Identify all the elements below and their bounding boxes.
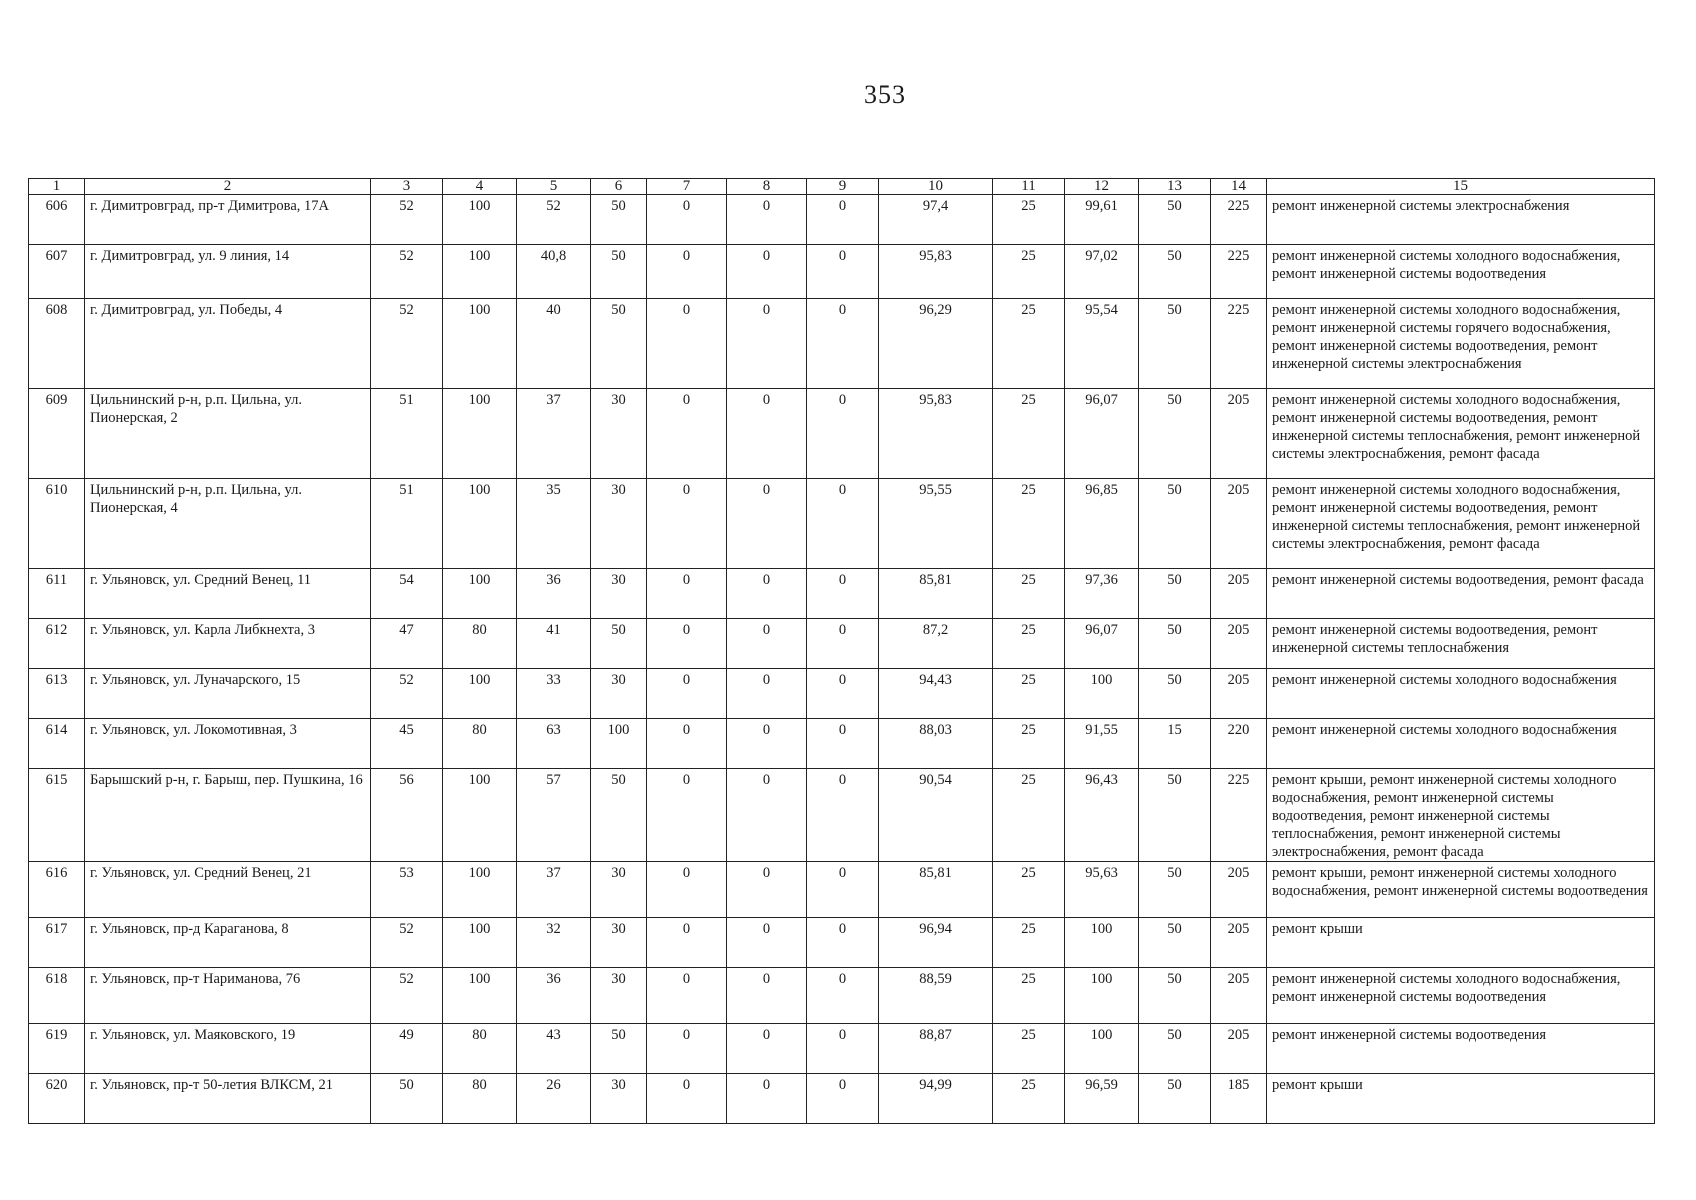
cell-col-11: 25	[993, 918, 1065, 968]
cell-col-6: 30	[591, 1074, 647, 1124]
cell-col-4: 80	[443, 719, 517, 769]
cell-col-5: 52	[517, 195, 591, 245]
column-header: 12	[1065, 179, 1139, 195]
row-number-cell: 618	[29, 968, 85, 1024]
cell-col-13: 50	[1139, 569, 1211, 619]
cell-col-6: 30	[591, 479, 647, 569]
table-row	[29, 569, 1655, 619]
cell-col-8: 0	[727, 479, 807, 569]
address-cell: г. Димитровград, ул. 9 линия, 14	[85, 245, 371, 299]
cell-col-10: 94,43	[879, 669, 993, 719]
cell-col-7: 0	[647, 389, 727, 479]
cell-col-9: 0	[807, 1024, 879, 1074]
table-row	[29, 769, 1655, 862]
cell-col-9: 0	[807, 245, 879, 299]
work-types-cell: ремонт крыши, ремонт инженерной системы холодного водоснабжения, ремонт инженерной системы водоотведения	[1267, 862, 1655, 918]
cell-col-3: 52	[371, 918, 443, 968]
cell-col-6: 50	[591, 299, 647, 389]
cell-col-3: 52	[371, 195, 443, 245]
cell-col-3: 52	[371, 299, 443, 389]
cell-col-11: 25	[993, 968, 1065, 1024]
cell-col-3: 54	[371, 569, 443, 619]
cell-col-14: 220	[1211, 719, 1267, 769]
cell-col-4: 100	[443, 569, 517, 619]
cell-col-13: 50	[1139, 389, 1211, 479]
row-number-cell: 613	[29, 669, 85, 719]
work-types-cell: ремонт крыши, ремонт инженерной системы холодного водоснабжения, ремонт инженерной системы водоотведения, ремонт инженерной системы теплоснабжения, ремонт инженерной системы электроснабжения, ремонт фасада	[1267, 769, 1655, 862]
page-number: 353	[864, 80, 906, 109]
row-number-cell: 614	[29, 719, 85, 769]
cell-col-14: 205	[1211, 619, 1267, 669]
cell-col-12: 100	[1065, 918, 1139, 968]
work-types-cell: ремонт инженерной системы водоотведения	[1267, 1024, 1655, 1074]
cell-col-4: 80	[443, 619, 517, 669]
cell-col-11: 25	[993, 479, 1065, 569]
cell-col-10: 85,81	[879, 862, 993, 918]
cell-col-7: 0	[647, 719, 727, 769]
cell-col-12: 100	[1065, 669, 1139, 719]
cell-col-9: 0	[807, 769, 879, 862]
cell-col-8: 0	[727, 719, 807, 769]
work-types-cell: ремонт инженерной системы холодного водоснабжения, ремонт инженерной системы водоотведения	[1267, 968, 1655, 1024]
column-header: 4	[443, 179, 517, 195]
cell-col-8: 0	[727, 1024, 807, 1074]
cell-col-11: 25	[993, 1074, 1065, 1124]
cell-col-10: 94,99	[879, 1074, 993, 1124]
cell-col-9: 0	[807, 719, 879, 769]
address-cell: Барышский р-н, г. Барыш, пер. Пушкина, 16	[85, 769, 371, 862]
column-header: 3	[371, 179, 443, 195]
cell-col-3: 52	[371, 669, 443, 719]
cell-col-3: 49	[371, 1024, 443, 1074]
cell-col-5: 43	[517, 1024, 591, 1074]
table-row	[29, 299, 1655, 389]
data-table	[28, 178, 1655, 1124]
cell-col-12: 100	[1065, 968, 1139, 1024]
cell-col-6: 50	[591, 1024, 647, 1074]
cell-col-7: 0	[647, 669, 727, 719]
table-row	[29, 389, 1655, 479]
cell-col-13: 50	[1139, 918, 1211, 968]
cell-col-13: 50	[1139, 862, 1211, 918]
address-cell: г. Ульяновск, ул. Карла Либкнехта, 3	[85, 619, 371, 669]
cell-col-14: 205	[1211, 862, 1267, 918]
cell-col-4: 100	[443, 918, 517, 968]
column-header: 14	[1211, 179, 1267, 195]
table-row	[29, 669, 1655, 719]
cell-col-14: 205	[1211, 479, 1267, 569]
cell-col-7: 0	[647, 1074, 727, 1124]
cell-col-14: 205	[1211, 569, 1267, 619]
cell-col-13: 50	[1139, 479, 1211, 569]
cell-col-5: 35	[517, 479, 591, 569]
work-types-cell: ремонт инженерной системы холодного водоснабжения	[1267, 719, 1655, 769]
cell-col-4: 100	[443, 389, 517, 479]
row-number-cell: 616	[29, 862, 85, 918]
cell-col-10: 96,94	[879, 918, 993, 968]
cell-col-5: 36	[517, 569, 591, 619]
cell-col-12: 96,85	[1065, 479, 1139, 569]
row-number-cell: 620	[29, 1074, 85, 1124]
cell-col-5: 41	[517, 619, 591, 669]
table-body	[29, 179, 1655, 1124]
cell-col-8: 0	[727, 862, 807, 918]
cell-col-10: 95,55	[879, 479, 993, 569]
cell-col-12: 97,36	[1065, 569, 1139, 619]
cell-col-11: 25	[993, 862, 1065, 918]
column-header: 1	[29, 179, 85, 195]
column-header: 11	[993, 179, 1065, 195]
column-header: 7	[647, 179, 727, 195]
cell-col-11: 25	[993, 769, 1065, 862]
cell-col-6: 30	[591, 569, 647, 619]
cell-col-8: 0	[727, 918, 807, 968]
cell-col-6: 30	[591, 918, 647, 968]
address-cell: Цильнинский р-н, р.п. Цильна, ул. Пионерская, 4	[85, 479, 371, 569]
address-cell: г. Ульяновск, ул. Средний Венец, 11	[85, 569, 371, 619]
cell-col-9: 0	[807, 619, 879, 669]
cell-col-13: 50	[1139, 1074, 1211, 1124]
column-header: 15	[1267, 179, 1655, 195]
table-row	[29, 719, 1655, 769]
address-cell: г. Димитровград, ул. Победы, 4	[85, 299, 371, 389]
cell-col-5: 40	[517, 299, 591, 389]
cell-col-5: 37	[517, 389, 591, 479]
cell-col-3: 56	[371, 769, 443, 862]
cell-col-14: 225	[1211, 245, 1267, 299]
cell-col-12: 96,59	[1065, 1074, 1139, 1124]
cell-col-4: 100	[443, 479, 517, 569]
cell-col-5: 36	[517, 968, 591, 1024]
cell-col-11: 25	[993, 619, 1065, 669]
work-types-cell: ремонт инженерной системы холодного водоснабжения, ремонт инженерной системы водоотведения, ремонт инженерной системы теплоснабжения, ремонт инженерной системы электроснабжения, ремонт фасада	[1267, 479, 1655, 569]
cell-col-8: 0	[727, 619, 807, 669]
table-row	[29, 1074, 1655, 1124]
table-row	[29, 1024, 1655, 1074]
cell-col-8: 0	[727, 669, 807, 719]
address-cell: г. Ульяновск, пр-д Караганова, 8	[85, 918, 371, 968]
header-row	[29, 179, 1655, 195]
cell-col-11: 25	[993, 245, 1065, 299]
cell-col-12: 100	[1065, 1024, 1139, 1074]
cell-col-13: 50	[1139, 769, 1211, 862]
cell-col-6: 50	[591, 769, 647, 862]
cell-col-14: 205	[1211, 918, 1267, 968]
address-cell: г. Ульяновск, пр-т 50-летия ВЛКСМ, 21	[85, 1074, 371, 1124]
cell-col-6: 50	[591, 245, 647, 299]
cell-col-14: 205	[1211, 389, 1267, 479]
row-number-cell: 609	[29, 389, 85, 479]
work-types-cell: ремонт инженерной системы электроснабжения	[1267, 195, 1655, 245]
cell-col-9: 0	[807, 569, 879, 619]
cell-col-6: 30	[591, 389, 647, 479]
cell-col-10: 88,59	[879, 968, 993, 1024]
cell-col-14: 205	[1211, 968, 1267, 1024]
cell-col-10: 90,54	[879, 769, 993, 862]
cell-col-8: 0	[727, 968, 807, 1024]
table-row	[29, 862, 1655, 918]
cell-col-7: 0	[647, 299, 727, 389]
work-types-cell: ремонт инженерной системы водоотведения, ремонт инженерной системы теплоснабжения	[1267, 619, 1655, 669]
work-types-cell: ремонт инженерной системы холодного водоснабжения, ремонт инженерной системы горячего водоснабжения, ремонт инженерной системы водоотведения, ремонт инженерной системы электроснабжения	[1267, 299, 1655, 389]
cell-col-7: 0	[647, 195, 727, 245]
cell-col-9: 0	[807, 1074, 879, 1124]
cell-col-5: 26	[517, 1074, 591, 1124]
cell-col-4: 100	[443, 968, 517, 1024]
cell-col-10: 97,4	[879, 195, 993, 245]
cell-col-7: 0	[647, 245, 727, 299]
address-cell: г. Ульяновск, пр-т Нариманова, 76	[85, 968, 371, 1024]
cell-col-8: 0	[727, 195, 807, 245]
table-row	[29, 245, 1655, 299]
row-number-cell: 611	[29, 569, 85, 619]
cell-col-8: 0	[727, 1074, 807, 1124]
row-number-cell: 607	[29, 245, 85, 299]
cell-col-3: 52	[371, 245, 443, 299]
work-types-cell: ремонт инженерной системы холодного водоснабжения, ремонт инженерной системы водоотведения	[1267, 245, 1655, 299]
cell-col-9: 0	[807, 195, 879, 245]
cell-col-5: 33	[517, 669, 591, 719]
cell-col-6: 30	[591, 968, 647, 1024]
cell-col-5: 57	[517, 769, 591, 862]
column-header: 13	[1139, 179, 1211, 195]
cell-col-13: 50	[1139, 669, 1211, 719]
cell-col-7: 0	[647, 1024, 727, 1074]
column-header: 8	[727, 179, 807, 195]
cell-col-8: 0	[727, 389, 807, 479]
cell-col-14: 225	[1211, 195, 1267, 245]
work-types-cell: ремонт инженерной системы холодного водоснабжения, ремонт инженерной системы водоотведения, ремонт инженерной системы теплоснабжения, ремонт инженерной системы электроснабжения, ремонт фасада	[1267, 389, 1655, 479]
cell-col-9: 0	[807, 669, 879, 719]
address-cell: г. Ульяновск, ул. Маяковского, 19	[85, 1024, 371, 1074]
cell-col-4: 80	[443, 1024, 517, 1074]
cell-col-4: 100	[443, 299, 517, 389]
cell-col-12: 96,07	[1065, 619, 1139, 669]
cell-col-4: 100	[443, 769, 517, 862]
cell-col-12: 96,43	[1065, 769, 1139, 862]
cell-col-13: 50	[1139, 1024, 1211, 1074]
cell-col-3: 51	[371, 389, 443, 479]
cell-col-13: 50	[1139, 968, 1211, 1024]
cell-col-11: 25	[993, 669, 1065, 719]
cell-col-9: 0	[807, 862, 879, 918]
cell-col-11: 25	[993, 299, 1065, 389]
table-row	[29, 479, 1655, 569]
cell-col-4: 100	[443, 245, 517, 299]
cell-col-4: 100	[443, 862, 517, 918]
row-number-cell: 608	[29, 299, 85, 389]
address-cell: г. Ульяновск, ул. Луначарского, 15	[85, 669, 371, 719]
cell-col-12: 99,61	[1065, 195, 1139, 245]
cell-col-8: 0	[727, 769, 807, 862]
column-header: 2	[85, 179, 371, 195]
cell-col-11: 25	[993, 1024, 1065, 1074]
cell-col-9: 0	[807, 389, 879, 479]
cell-col-11: 25	[993, 569, 1065, 619]
cell-col-14: 205	[1211, 1024, 1267, 1074]
cell-col-13: 50	[1139, 299, 1211, 389]
cell-col-7: 0	[647, 619, 727, 669]
cell-col-7: 0	[647, 968, 727, 1024]
cell-col-7: 0	[647, 479, 727, 569]
cell-col-7: 0	[647, 769, 727, 862]
table-row	[29, 195, 1655, 245]
work-types-cell: ремонт инженерной системы холодного водоснабжения	[1267, 669, 1655, 719]
row-number-cell: 610	[29, 479, 85, 569]
cell-col-12: 91,55	[1065, 719, 1139, 769]
address-cell: г. Ульяновск, ул. Локомотивная, 3	[85, 719, 371, 769]
cell-col-14: 185	[1211, 1074, 1267, 1124]
table-row	[29, 918, 1655, 968]
cell-col-6: 30	[591, 669, 647, 719]
cell-col-8: 0	[727, 569, 807, 619]
address-cell: г. Димитровград, пр-т Димитрова, 17А	[85, 195, 371, 245]
cell-col-14: 225	[1211, 299, 1267, 389]
cell-col-12: 95,54	[1065, 299, 1139, 389]
cell-col-6: 50	[591, 195, 647, 245]
cell-col-6: 100	[591, 719, 647, 769]
cell-col-10: 85,81	[879, 569, 993, 619]
work-types-cell: ремонт инженерной системы водоотведения, ремонт фасада	[1267, 569, 1655, 619]
cell-col-13: 50	[1139, 245, 1211, 299]
cell-col-5: 32	[517, 918, 591, 968]
column-header: 9	[807, 179, 879, 195]
cell-col-12: 96,07	[1065, 389, 1139, 479]
cell-col-10: 96,29	[879, 299, 993, 389]
cell-col-12: 97,02	[1065, 245, 1139, 299]
cell-col-11: 25	[993, 389, 1065, 479]
column-header: 5	[517, 179, 591, 195]
cell-col-13: 50	[1139, 619, 1211, 669]
cell-col-8: 0	[727, 299, 807, 389]
cell-col-10: 87,2	[879, 619, 993, 669]
row-number-cell: 617	[29, 918, 85, 968]
column-header: 10	[879, 179, 993, 195]
column-header: 6	[591, 179, 647, 195]
cell-col-13: 15	[1139, 719, 1211, 769]
cell-col-4: 100	[443, 669, 517, 719]
cell-col-13: 50	[1139, 195, 1211, 245]
cell-col-6: 30	[591, 862, 647, 918]
cell-col-10: 88,03	[879, 719, 993, 769]
work-types-cell: ремонт крыши	[1267, 918, 1655, 968]
cell-col-3: 47	[371, 619, 443, 669]
cell-col-14: 205	[1211, 669, 1267, 719]
cell-col-7: 0	[647, 918, 727, 968]
cell-col-8: 0	[727, 245, 807, 299]
cell-col-9: 0	[807, 299, 879, 389]
cell-col-9: 0	[807, 968, 879, 1024]
table-row	[29, 968, 1655, 1024]
cell-col-3: 50	[371, 1074, 443, 1124]
cell-col-4: 80	[443, 1074, 517, 1124]
cell-col-7: 0	[647, 862, 727, 918]
cell-col-6: 50	[591, 619, 647, 669]
address-cell: Цильнинский р-н, р.п. Цильна, ул. Пионерская, 2	[85, 389, 371, 479]
row-number-cell: 619	[29, 1024, 85, 1074]
cell-col-5: 40,8	[517, 245, 591, 299]
cell-col-9: 0	[807, 479, 879, 569]
cell-col-10: 95,83	[879, 245, 993, 299]
cell-col-4: 100	[443, 195, 517, 245]
cell-col-3: 45	[371, 719, 443, 769]
cell-col-5: 37	[517, 862, 591, 918]
cell-col-12: 95,63	[1065, 862, 1139, 918]
cell-col-3: 52	[371, 968, 443, 1024]
row-number-cell: 606	[29, 195, 85, 245]
cell-col-10: 88,87	[879, 1024, 993, 1074]
cell-col-11: 25	[993, 195, 1065, 245]
cell-col-3: 51	[371, 479, 443, 569]
cell-col-7: 0	[647, 569, 727, 619]
work-types-cell: ремонт крыши	[1267, 1074, 1655, 1124]
table-row	[29, 619, 1655, 669]
cell-col-9: 0	[807, 918, 879, 968]
cell-col-14: 225	[1211, 769, 1267, 862]
cell-col-3: 53	[371, 862, 443, 918]
row-number-cell: 612	[29, 619, 85, 669]
cell-col-10: 95,83	[879, 389, 993, 479]
cell-col-5: 63	[517, 719, 591, 769]
address-cell: г. Ульяновск, ул. Средний Венец, 21	[85, 862, 371, 918]
cell-col-11: 25	[993, 719, 1065, 769]
row-number-cell: 615	[29, 769, 85, 862]
